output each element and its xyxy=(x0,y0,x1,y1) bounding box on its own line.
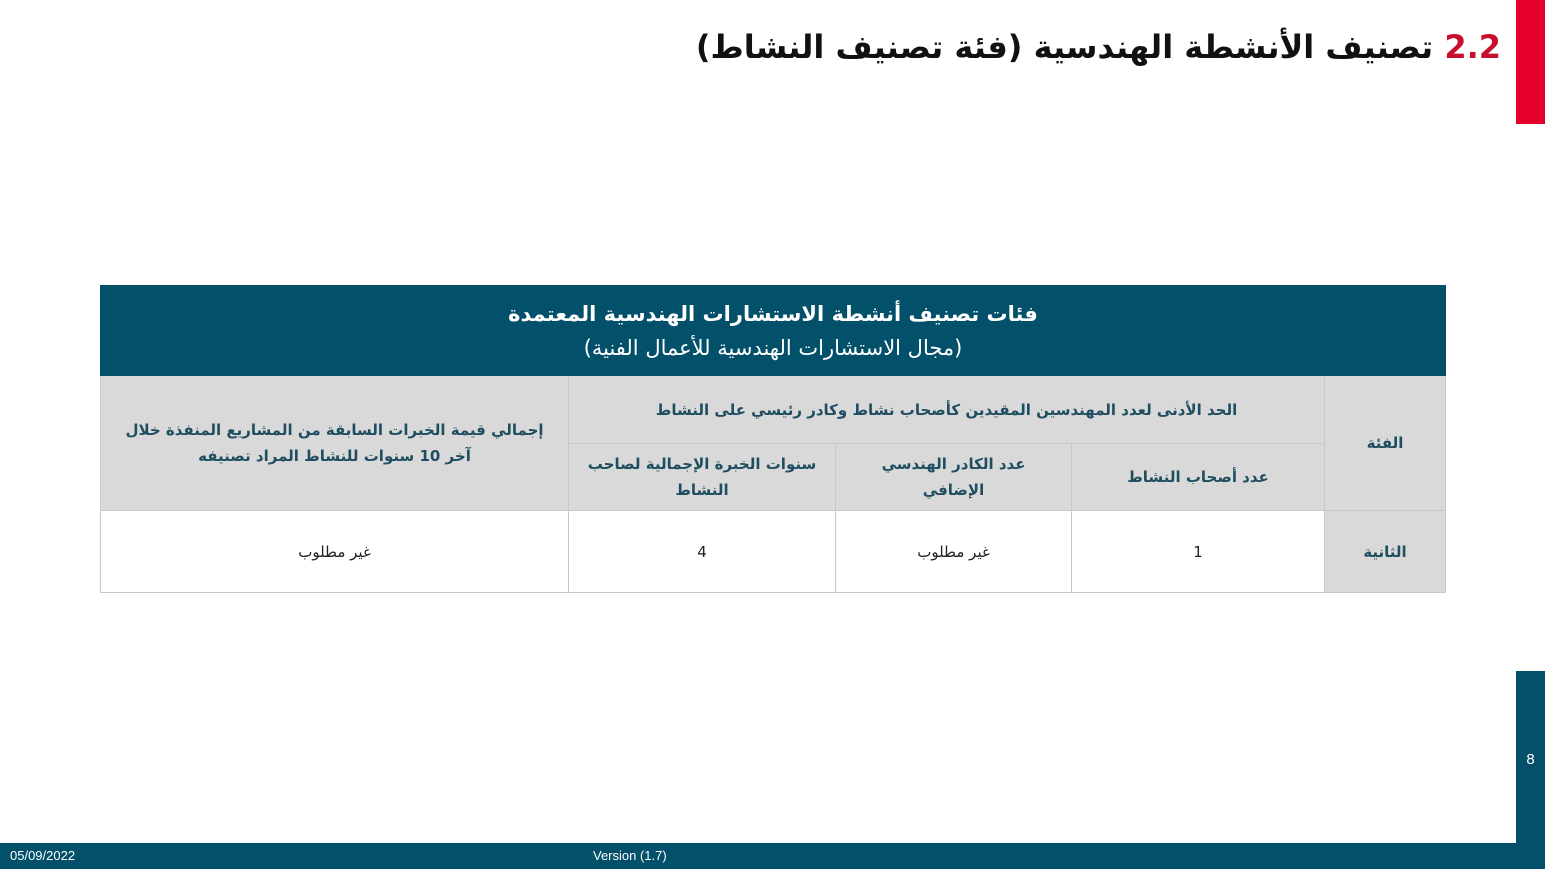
table-heading xyxy=(101,286,1446,376)
cell-projects-value: غير مطلوب xyxy=(101,511,569,593)
section-title: تصنيف الأنشطة الهندسية (فئة تصنيف النشاط) xyxy=(695,28,1434,66)
footer-version: Version (1.7) xyxy=(593,848,667,863)
table-heading-subtitle: (مجال الاستشارات الهندسية للأعمال الفنية) xyxy=(583,335,963,360)
page-number-bar xyxy=(1516,671,1545,869)
accent-bar xyxy=(1516,0,1545,124)
table-heading-row xyxy=(101,286,1446,376)
cell-category: الثانية xyxy=(1325,511,1446,593)
table-row xyxy=(101,511,1446,593)
classification-table xyxy=(100,285,1445,593)
footer-bar xyxy=(0,843,1516,869)
section-number: 2.2 xyxy=(1444,28,1501,66)
cell-additional-staff: غير مطلوب xyxy=(836,511,1072,593)
page-title xyxy=(696,28,1501,66)
column-header-additional-staff: عدد الكادر الهندسي الإضافي xyxy=(836,444,1072,511)
table-heading-title: فئات تصنيف أنشطة الاستشارات الهندسية المعتمدة xyxy=(508,301,1038,326)
column-header-projects-value: إجمالي قيمة الخبرات السابقة من المشاريع المنفذة خلال آخر 10 سنوات للنشاط المراد تصنيفه xyxy=(101,376,569,511)
column-group-header: الحد الأدنى لعدد المهندسين المقيدين كأصحاب نشاط وكادر رئيسي على النشاط xyxy=(569,376,1325,444)
footer-date: 05/09/2022 xyxy=(10,848,76,863)
column-header-owner-experience: سنوات الخبرة الإجمالية لصاحب النشاط xyxy=(569,444,836,511)
column-header-category: الفئة xyxy=(1325,376,1446,511)
column-group-row xyxy=(101,376,1446,444)
cell-owner-experience: 4 xyxy=(569,511,836,593)
page-number: 8 xyxy=(1526,751,1535,768)
cell-owners: 1 xyxy=(1072,511,1325,593)
column-header-owners: عدد أصحاب النشاط xyxy=(1072,444,1325,511)
